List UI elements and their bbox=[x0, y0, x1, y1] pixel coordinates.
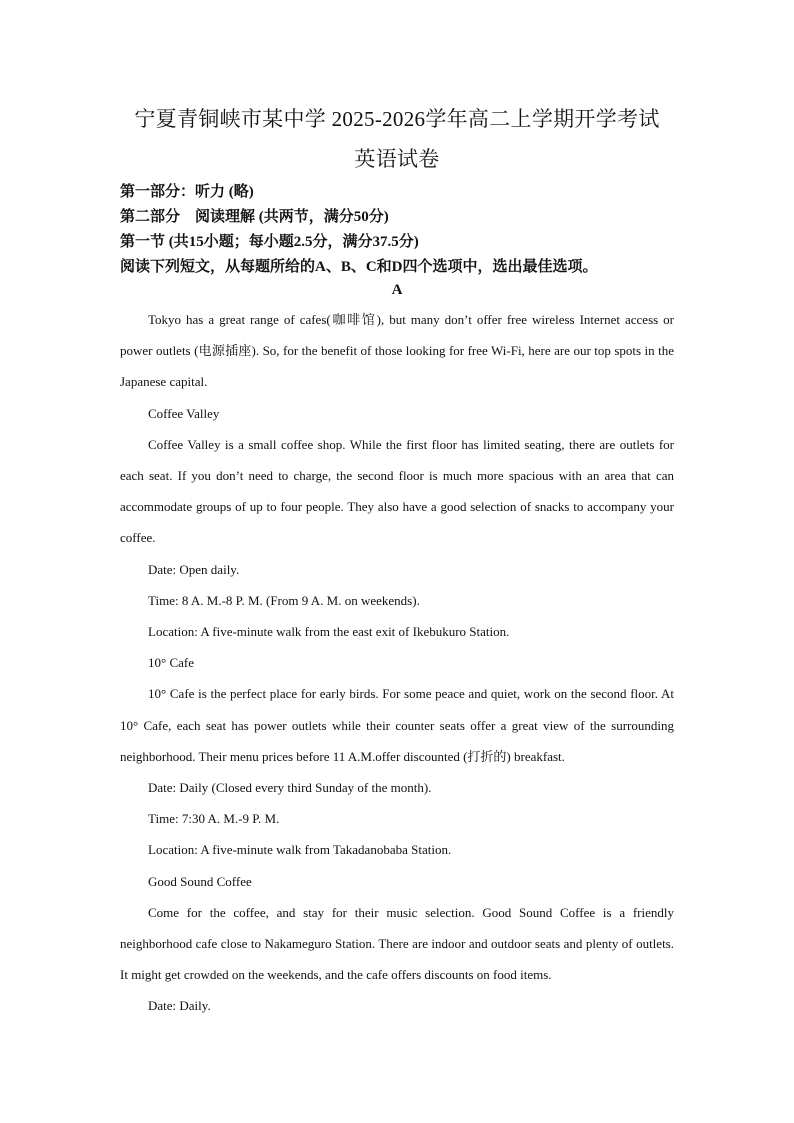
paragraph: Come for the coffee, and stay for their music selection. Good Sound Coffee is a friendly neighborhood cafe close to Nakameguro Station. There are indoor and outdoor seats and plenty of outlets. It might get crowded on the weekends, and the cafe offers discounts on food items. bbox=[120, 904, 674, 983]
passage-letter: A bbox=[391, 282, 403, 298]
passage-body bbox=[120, 304, 674, 1022]
part-two-heading: 第二部分 阅读理解 (共两节，满分50分) bbox=[120, 209, 389, 225]
cafe-date: Date: Daily (Closed every third Sunday of the month). bbox=[148, 780, 432, 796]
paragraph: 10° Cafe is the perfect place for early birds. For some peace and quiet, work on the second floor. At 10° Cafe, each seat has power outlets while their counter seats offer a great view of the surrounding neighborhood. Their menu prices before 11 A.M.offer discounted (打折的) breakfast. bbox=[120, 686, 674, 764]
section-one-heading: 第一节 (共15小题；每小题2.5分，满分37.5分) bbox=[120, 234, 419, 250]
cafe-name: Coffee Valley bbox=[148, 405, 220, 421]
cafe-date: Date: Daily. bbox=[148, 998, 211, 1014]
cafe-location: Location: A five-minute walk from Takadanobaba Station. bbox=[148, 842, 452, 858]
cafe-time: Time: 7:30 A. M.-9 P. M. bbox=[148, 811, 280, 827]
cafe-location: Location: A five-minute walk from the east exit of Ikebukuro Station. bbox=[148, 624, 510, 640]
instruction-text: 阅读下列短文，从每题所给的A、B、C和D四个选项中，选出最佳选项。 bbox=[120, 259, 598, 275]
part-one-heading: 第一部分：听力 (略) bbox=[120, 184, 254, 200]
paragraph: Tokyo has a great range of cafes(咖啡馆), but many don’t offer free wireless Internet access or power outlets (电源插座). So, for the benefit of those looking for free Wi-Fi, here are our top spots in the Japanese capital. bbox=[120, 312, 674, 390]
exam-subtitle: 英语试卷 bbox=[354, 147, 440, 171]
exam-title: 宁夏青铜峡市某中学 2025-2026学年高二上学期开学考试 bbox=[134, 107, 660, 131]
cafe-name: Good Sound Coffee bbox=[148, 873, 252, 889]
paragraph: Coffee Valley is a small coffee shop. While the first floor has limited seating, there are outlets for each seat. If you don’t need to charge, the second floor is much more spacious with an area that can accommodate groups of up to four people. They also have a good selection of snacks to accompany your coffee. bbox=[120, 436, 674, 546]
cafe-name: 10° Cafe bbox=[148, 655, 194, 671]
cafe-date: Date: Open daily. bbox=[148, 561, 240, 577]
cafe-time: Time: 8 A. M.-8 P. M. (From 9 A. M. on weekends). bbox=[148, 592, 420, 608]
